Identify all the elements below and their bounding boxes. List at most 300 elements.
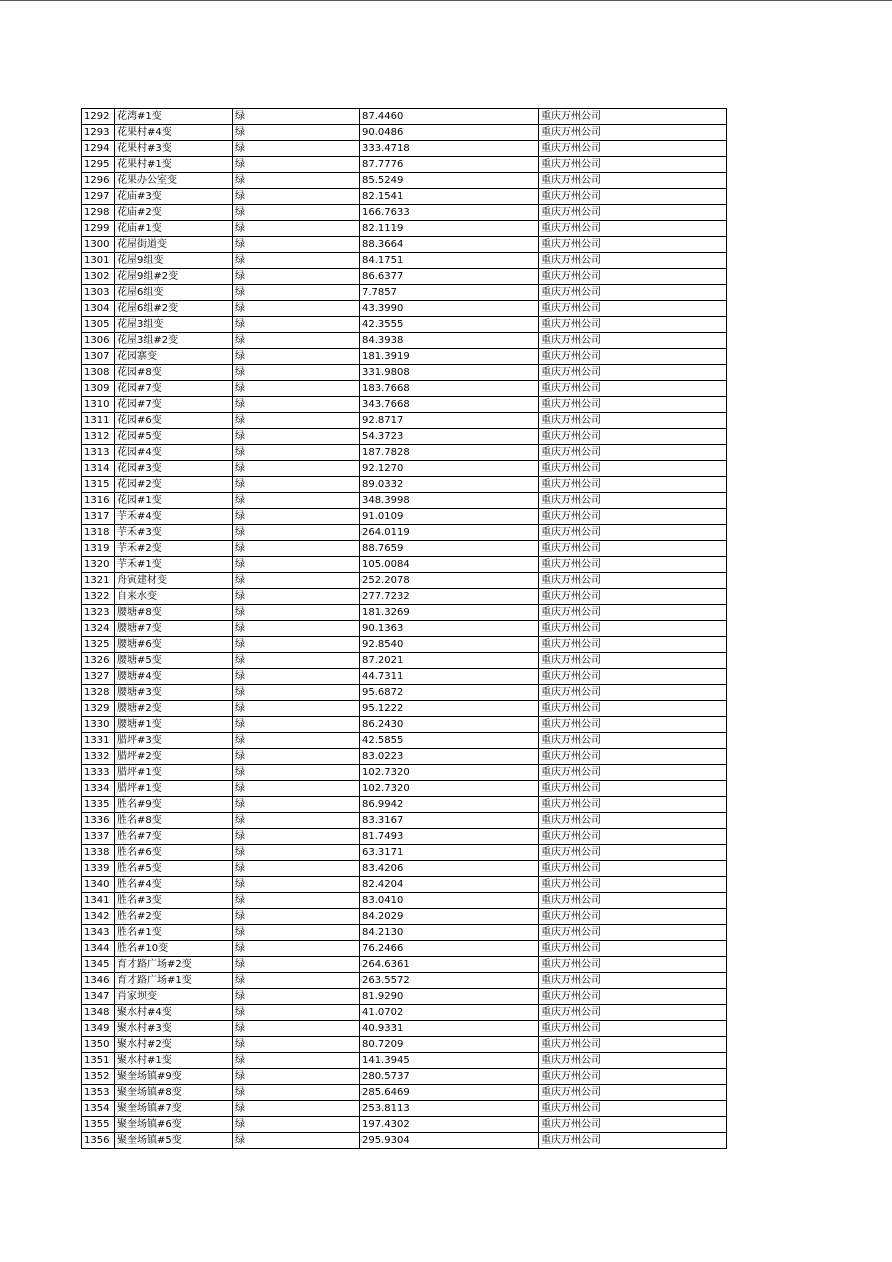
cell-transformer-name: 花果村#1变: [115, 157, 233, 173]
cell-row-id: 1293: [82, 125, 115, 141]
cell-transformer-name: 胜名#6变: [115, 845, 233, 861]
cell-status-color: 绿: [233, 973, 360, 989]
cell-value: 7.7857: [360, 285, 539, 301]
cell-status-color: 绿: [233, 653, 360, 669]
cell-row-id: 1323: [82, 605, 115, 621]
table-row: [82, 381, 727, 397]
cell-status-color: 绿: [233, 461, 360, 477]
cell-transformer-name: 腰塘#5变: [115, 653, 233, 669]
table-row: [82, 797, 727, 813]
table-row: [82, 509, 727, 525]
cell-value: 343.7668: [360, 397, 539, 413]
cell-transformer-name: 腊坪#1变: [115, 781, 233, 797]
cell-row-id: 1354: [82, 1101, 115, 1117]
cell-transformer-name: 腊坪#1变: [115, 765, 233, 781]
cell-value: 82.1119: [360, 221, 539, 237]
table-row: [82, 1005, 727, 1021]
cell-row-id: 1335: [82, 797, 115, 813]
cell-transformer-name: 花庙#3变: [115, 189, 233, 205]
cell-status-color: 绿: [233, 573, 360, 589]
table-row: [82, 221, 727, 237]
cell-status-color: 绿: [233, 173, 360, 189]
cell-row-id: 1313: [82, 445, 115, 461]
cell-row-id: 1300: [82, 237, 115, 253]
cell-transformer-name: 花园#8变: [115, 365, 233, 381]
cell-company: 重庆万州公司: [539, 749, 727, 765]
cell-transformer-name: 腰塘#3变: [115, 685, 233, 701]
cell-status-color: 绿: [233, 589, 360, 605]
cell-status-color: 绿: [233, 1037, 360, 1053]
cell-row-id: 1315: [82, 477, 115, 493]
cell-row-id: 1346: [82, 973, 115, 989]
cell-value: 92.1270: [360, 461, 539, 477]
cell-transformer-name: 花屋3组#2变: [115, 333, 233, 349]
cell-company: 重庆万州公司: [539, 637, 727, 653]
cell-status-color: 绿: [233, 445, 360, 461]
table-row: [82, 173, 727, 189]
table-row: [82, 317, 727, 333]
cell-transformer-name: 芋禾#3变: [115, 525, 233, 541]
cell-row-id: 1333: [82, 765, 115, 781]
cell-transformer-name: 腊坪#3变: [115, 733, 233, 749]
table-row: [82, 813, 727, 829]
cell-value: 87.7776: [360, 157, 539, 173]
cell-status-color: 绿: [233, 1117, 360, 1133]
cell-value: 83.0410: [360, 893, 539, 909]
cell-company: 重庆万州公司: [539, 589, 727, 605]
cell-transformer-name: 胜名#1变: [115, 925, 233, 941]
cell-row-id: 1297: [82, 189, 115, 205]
cell-value: 90.0486: [360, 125, 539, 141]
cell-row-id: 1353: [82, 1085, 115, 1101]
cell-value: 264.0119: [360, 525, 539, 541]
cell-company: 重庆万州公司: [539, 829, 727, 845]
cell-status-color: 绿: [233, 765, 360, 781]
table-row: [82, 125, 727, 141]
table-row: [82, 973, 727, 989]
cell-company: 重庆万州公司: [539, 877, 727, 893]
cell-status-color: 绿: [233, 541, 360, 557]
cell-value: 84.2130: [360, 925, 539, 941]
table-row: [82, 237, 727, 253]
cell-row-id: 1308: [82, 365, 115, 381]
cell-transformer-name: 花园#7变: [115, 381, 233, 397]
cell-company: 重庆万州公司: [539, 205, 727, 221]
cell-transformer-name: 胜名#2变: [115, 909, 233, 925]
cell-value: 331.9808: [360, 365, 539, 381]
cell-transformer-name: 芋禾#2变: [115, 541, 233, 557]
cell-company: 重庆万州公司: [539, 525, 727, 541]
cell-transformer-name: 聚水村#2变: [115, 1037, 233, 1053]
cell-row-id: 1298: [82, 205, 115, 221]
table-row: [82, 1053, 727, 1069]
cell-company: 重庆万州公司: [539, 493, 727, 509]
cell-company: 重庆万州公司: [539, 269, 727, 285]
cell-value: 263.5572: [360, 973, 539, 989]
cell-value: 92.8717: [360, 413, 539, 429]
cell-status-color: 绿: [233, 1085, 360, 1101]
cell-company: 重庆万州公司: [539, 621, 727, 637]
cell-row-id: 1292: [82, 109, 115, 125]
cell-transformer-name: 聚奎场镇#8变: [115, 1085, 233, 1101]
cell-company: 重庆万州公司: [539, 477, 727, 493]
cell-row-id: 1314: [82, 461, 115, 477]
cell-transformer-name: 花果村#4变: [115, 125, 233, 141]
cell-transformer-name: 腰塘#7变: [115, 621, 233, 637]
cell-transformer-name: 花园#6变: [115, 413, 233, 429]
cell-value: 83.4206: [360, 861, 539, 877]
cell-value: 95.1222: [360, 701, 539, 717]
cell-status-color: 绿: [233, 733, 360, 749]
cell-row-id: 1334: [82, 781, 115, 797]
cell-value: 105.0084: [360, 557, 539, 573]
cell-status-color: 绿: [233, 381, 360, 397]
cell-status-color: 绿: [233, 413, 360, 429]
cell-row-id: 1303: [82, 285, 115, 301]
cell-value: 83.3167: [360, 813, 539, 829]
cell-value: 87.4460: [360, 109, 539, 125]
table-row: [82, 397, 727, 413]
table-row: [82, 445, 727, 461]
table-row: [82, 493, 727, 509]
cell-value: 89.0332: [360, 477, 539, 493]
cell-status-color: 绿: [233, 477, 360, 493]
cell-value: 285.6469: [360, 1085, 539, 1101]
cell-company: 重庆万州公司: [539, 797, 727, 813]
table-row: [82, 429, 727, 445]
cell-value: 42.5855: [360, 733, 539, 749]
cell-company: 重庆万州公司: [539, 909, 727, 925]
cell-status-color: 绿: [233, 685, 360, 701]
cell-row-id: 1322: [82, 589, 115, 605]
cell-status-color: 绿: [233, 557, 360, 573]
cell-row-id: 1332: [82, 749, 115, 765]
table-row: [82, 653, 727, 669]
cell-status-color: 绿: [233, 125, 360, 141]
table-row: [82, 285, 727, 301]
cell-status-color: 绿: [233, 333, 360, 349]
cell-row-id: 1343: [82, 925, 115, 941]
cell-status-color: 绿: [233, 1021, 360, 1037]
cell-company: 重庆万州公司: [539, 141, 727, 157]
cell-row-id: 1296: [82, 173, 115, 189]
table-row: [82, 477, 727, 493]
table-row: [82, 1021, 727, 1037]
cell-row-id: 1345: [82, 957, 115, 973]
cell-transformer-name: 腊坪#2变: [115, 749, 233, 765]
cell-transformer-name: 胜名#4变: [115, 877, 233, 893]
cell-status-color: 绿: [233, 1005, 360, 1021]
cell-value: 90.1363: [360, 621, 539, 637]
cell-company: 重庆万州公司: [539, 557, 727, 573]
cell-row-id: 1339: [82, 861, 115, 877]
cell-status-color: 绿: [233, 749, 360, 765]
cell-value: 42.3555: [360, 317, 539, 333]
cell-row-id: 1349: [82, 1021, 115, 1037]
cell-status-color: 绿: [233, 909, 360, 925]
cell-row-id: 1347: [82, 989, 115, 1005]
cell-transformer-name: 育才路广场#2变: [115, 957, 233, 973]
table-body: [82, 109, 727, 1149]
cell-value: 81.9290: [360, 989, 539, 1005]
cell-value: 86.9942: [360, 797, 539, 813]
cell-company: 重庆万州公司: [539, 845, 727, 861]
cell-company: 重庆万州公司: [539, 925, 727, 941]
cell-status-color: 绿: [233, 989, 360, 1005]
table-row: [82, 141, 727, 157]
cell-status-color: 绿: [233, 605, 360, 621]
cell-value: 197.4302: [360, 1117, 539, 1133]
cell-transformer-name: 胜名#10变: [115, 941, 233, 957]
cell-status-color: 绿: [233, 365, 360, 381]
cell-value: 181.3919: [360, 349, 539, 365]
cell-company: 重庆万州公司: [539, 1053, 727, 1069]
cell-transformer-name: 胜名#3变: [115, 893, 233, 909]
cell-company: 重庆万州公司: [539, 1117, 727, 1133]
table-row: [82, 301, 727, 317]
table-row: [82, 573, 727, 589]
cell-status-color: 绿: [233, 301, 360, 317]
cell-value: 43.3990: [360, 301, 539, 317]
cell-company: 重庆万州公司: [539, 1021, 727, 1037]
table-row: [82, 637, 727, 653]
cell-value: 41.0702: [360, 1005, 539, 1021]
cell-row-id: 1317: [82, 509, 115, 525]
cell-value: 86.2430: [360, 717, 539, 733]
cell-row-id: 1312: [82, 429, 115, 445]
cell-value: 86.6377: [360, 269, 539, 285]
cell-company: 重庆万州公司: [539, 861, 727, 877]
table-row: [82, 909, 727, 925]
cell-value: 84.3938: [360, 333, 539, 349]
cell-company: 重庆万州公司: [539, 765, 727, 781]
table-row: [82, 749, 727, 765]
cell-value: 87.2021: [360, 653, 539, 669]
cell-transformer-name: 花园#3变: [115, 461, 233, 477]
cell-company: 重庆万州公司: [539, 573, 727, 589]
table-row: [82, 557, 727, 573]
cell-transformer-name: 花屋街道变: [115, 237, 233, 253]
cell-company: 重庆万州公司: [539, 285, 727, 301]
table-row: [82, 1085, 727, 1101]
cell-status-color: 绿: [233, 717, 360, 733]
cell-status-color: 绿: [233, 205, 360, 221]
table-row: [82, 765, 727, 781]
cell-value: 76.2466: [360, 941, 539, 957]
cell-row-id: 1352: [82, 1069, 115, 1085]
cell-company: 重庆万州公司: [539, 1101, 727, 1117]
cell-row-id: 1310: [82, 397, 115, 413]
table-row: [82, 925, 727, 941]
cell-value: 183.7668: [360, 381, 539, 397]
cell-value: 181.3269: [360, 605, 539, 621]
cell-transformer-name: 花园寨变: [115, 349, 233, 365]
cell-row-id: 1299: [82, 221, 115, 237]
table-row: [82, 685, 727, 701]
cell-status-color: 绿: [233, 829, 360, 845]
cell-value: 92.8540: [360, 637, 539, 653]
cell-value: 264.6361: [360, 957, 539, 973]
cell-row-id: 1327: [82, 669, 115, 685]
cell-value: 102.7320: [360, 781, 539, 797]
cell-company: 重庆万州公司: [539, 253, 727, 269]
cell-transformer-name: 花果办公室变: [115, 173, 233, 189]
cell-status-color: 绿: [233, 157, 360, 173]
cell-status-color: 绿: [233, 269, 360, 285]
cell-value: 253.8113: [360, 1101, 539, 1117]
cell-transformer-name: 花庙#1变: [115, 221, 233, 237]
cell-row-id: 1330: [82, 717, 115, 733]
cell-row-id: 1301: [82, 253, 115, 269]
table-row: [82, 781, 727, 797]
cell-transformer-name: 聚奎场镇#9变: [115, 1069, 233, 1085]
table-row: [82, 365, 727, 381]
cell-status-color: 绿: [233, 701, 360, 717]
page-top-border: [0, 0, 892, 1]
cell-transformer-name: 聚水村#4变: [115, 1005, 233, 1021]
table-row: [82, 413, 727, 429]
cell-row-id: 1351: [82, 1053, 115, 1069]
cell-row-id: 1326: [82, 653, 115, 669]
cell-row-id: 1340: [82, 877, 115, 893]
cell-value: 81.7493: [360, 829, 539, 845]
cell-transformer-name: 芋禾#1变: [115, 557, 233, 573]
cell-row-id: 1329: [82, 701, 115, 717]
cell-status-color: 绿: [233, 397, 360, 413]
cell-value: 187.7828: [360, 445, 539, 461]
cell-value: 83.0223: [360, 749, 539, 765]
cell-value: 82.1541: [360, 189, 539, 205]
cell-transformer-name: 腰塘#4变: [115, 669, 233, 685]
cell-transformer-name: 腰塘#2变: [115, 701, 233, 717]
table-row: [82, 861, 727, 877]
cell-company: 重庆万州公司: [539, 653, 727, 669]
table-row: [82, 253, 727, 269]
cell-company: 重庆万州公司: [539, 221, 727, 237]
cell-company: 重庆万州公司: [539, 317, 727, 333]
cell-company: 重庆万州公司: [539, 1037, 727, 1053]
cell-transformer-name: 胜名#5变: [115, 861, 233, 877]
cell-status-color: 绿: [233, 253, 360, 269]
cell-value: 295.9304: [360, 1133, 539, 1149]
cell-company: 重庆万州公司: [539, 973, 727, 989]
table-row: [82, 1101, 727, 1117]
cell-transformer-name: 花屋9组#2变: [115, 269, 233, 285]
cell-row-id: 1305: [82, 317, 115, 333]
cell-row-id: 1336: [82, 813, 115, 829]
cell-status-color: 绿: [233, 957, 360, 973]
cell-row-id: 1324: [82, 621, 115, 637]
cell-value: 54.3723: [360, 429, 539, 445]
cell-company: 重庆万州公司: [539, 461, 727, 477]
table-row: [82, 893, 727, 909]
cell-value: 141.3945: [360, 1053, 539, 1069]
table-row: [82, 589, 727, 605]
cell-company: 重庆万州公司: [539, 717, 727, 733]
cell-value: 280.5737: [360, 1069, 539, 1085]
cell-status-color: 绿: [233, 781, 360, 797]
cell-value: 84.2029: [360, 909, 539, 925]
cell-row-id: 1307: [82, 349, 115, 365]
cell-row-id: 1356: [82, 1133, 115, 1149]
cell-status-color: 绿: [233, 493, 360, 509]
cell-transformer-name: 胜名#9变: [115, 797, 233, 813]
cell-status-color: 绿: [233, 317, 360, 333]
table-row: [82, 525, 727, 541]
cell-row-id: 1295: [82, 157, 115, 173]
cell-transformer-name: 腰塘#1变: [115, 717, 233, 733]
cell-status-color: 绿: [233, 1069, 360, 1085]
cell-company: 重庆万州公司: [539, 301, 727, 317]
table-row: [82, 1069, 727, 1085]
cell-company: 重庆万州公司: [539, 381, 727, 397]
cell-value: 85.5249: [360, 173, 539, 189]
cell-transformer-name: 花屋3组变: [115, 317, 233, 333]
cell-status-color: 绿: [233, 189, 360, 205]
cell-value: 166.7633: [360, 205, 539, 221]
cell-status-color: 绿: [233, 1133, 360, 1149]
cell-row-id: 1338: [82, 845, 115, 861]
cell-transformer-name: 腰塘#6变: [115, 637, 233, 653]
cell-transformer-name: 聚奎场镇#6变: [115, 1117, 233, 1133]
cell-transformer-name: 育才路广场#1变: [115, 973, 233, 989]
cell-value: 40.9331: [360, 1021, 539, 1037]
table-row: [82, 189, 727, 205]
cell-company: 重庆万州公司: [539, 1133, 727, 1149]
cell-value: 63.3171: [360, 845, 539, 861]
cell-status-color: 绿: [233, 141, 360, 157]
cell-transformer-name: 花果村#3变: [115, 141, 233, 157]
cell-transformer-name: 花园#2变: [115, 477, 233, 493]
table-row: [82, 845, 727, 861]
cell-company: 重庆万州公司: [539, 941, 727, 957]
cell-status-color: 绿: [233, 941, 360, 957]
table-row: [82, 349, 727, 365]
cell-value: 277.7232: [360, 589, 539, 605]
cell-company: 重庆万州公司: [539, 893, 727, 909]
cell-value: 348.3998: [360, 493, 539, 509]
cell-company: 重庆万州公司: [539, 237, 727, 253]
cell-status-color: 绿: [233, 221, 360, 237]
cell-status-color: 绿: [233, 845, 360, 861]
cell-transformer-name: 肖家坝变: [115, 989, 233, 1005]
cell-transformer-name: 花屋9组变: [115, 253, 233, 269]
cell-company: 重庆万州公司: [539, 397, 727, 413]
table-row: [82, 269, 727, 285]
cell-status-color: 绿: [233, 637, 360, 653]
cell-row-id: 1311: [82, 413, 115, 429]
table-row: [82, 829, 727, 845]
cell-status-color: 绿: [233, 669, 360, 685]
cell-company: 重庆万州公司: [539, 413, 727, 429]
cell-company: 重庆万州公司: [539, 701, 727, 717]
cell-value: 333.4718: [360, 141, 539, 157]
table-row: [82, 717, 727, 733]
cell-status-color: 绿: [233, 925, 360, 941]
cell-transformer-name: 花园#7变: [115, 397, 233, 413]
table-row: [82, 157, 727, 173]
table-row: [82, 333, 727, 349]
cell-company: 重庆万州公司: [539, 541, 727, 557]
cell-status-color: 绿: [233, 893, 360, 909]
cell-company: 重庆万州公司: [539, 957, 727, 973]
cell-transformer-name: 花庙#2变: [115, 205, 233, 221]
cell-company: 重庆万州公司: [539, 157, 727, 173]
cell-status-color: 绿: [233, 1053, 360, 1069]
cell-value: 44.7311: [360, 669, 539, 685]
cell-transformer-name: 胜名#8变: [115, 813, 233, 829]
cell-value: 91.0109: [360, 509, 539, 525]
